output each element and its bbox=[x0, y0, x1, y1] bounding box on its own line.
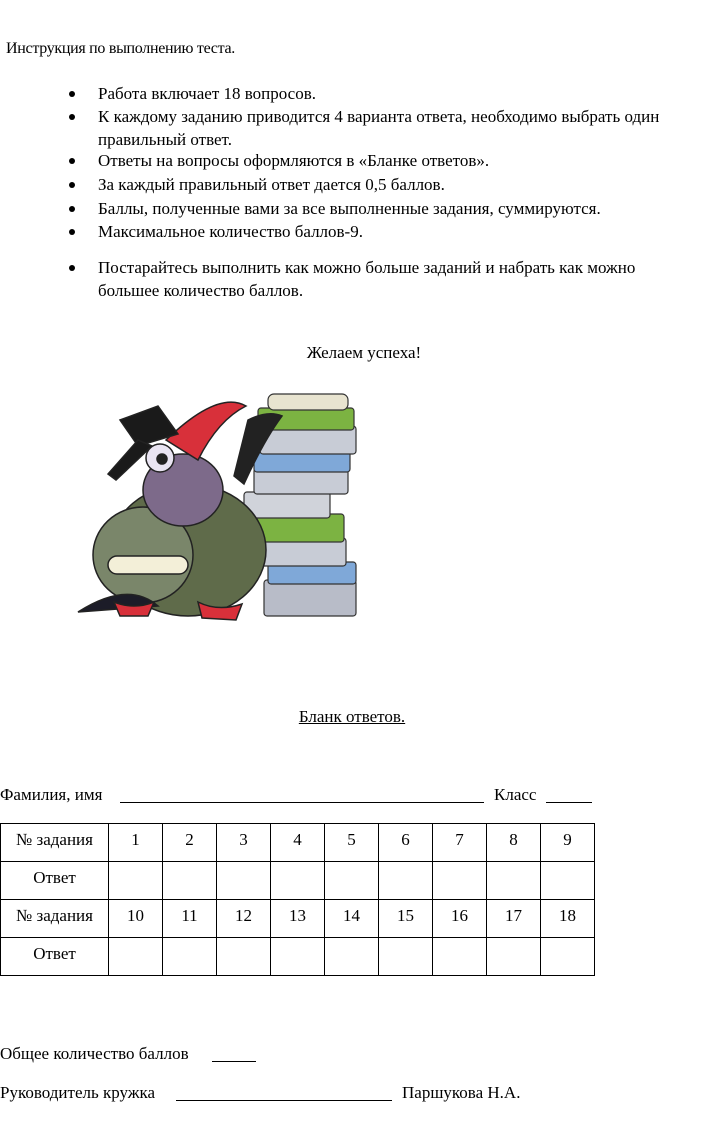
table-row bbox=[1, 862, 595, 900]
answer-cell[interactable] bbox=[217, 862, 271, 900]
list-item: За каждый правильный ответ дается 0,5 баллов. bbox=[98, 173, 698, 196]
task-number-cell: 3 bbox=[217, 824, 271, 862]
owl bbox=[78, 402, 282, 620]
wish-text: Желаем успеха! bbox=[306, 343, 422, 362]
task-number-cell: 2 bbox=[163, 824, 217, 862]
task-number-header: № задания bbox=[1, 824, 109, 862]
class-label: Класс bbox=[494, 785, 537, 804]
total-score-row bbox=[0, 1044, 704, 1068]
answer-cell[interactable] bbox=[541, 938, 595, 976]
table-row bbox=[1, 938, 595, 976]
instruction-title: Инструкция по выполнению теста. bbox=[6, 40, 235, 57]
bullet-icon bbox=[69, 91, 75, 97]
task-number-cell: 6 bbox=[379, 824, 433, 862]
list-item: Максимальное количество баллов-9. bbox=[98, 220, 698, 243]
task-number-cell: 4 bbox=[271, 824, 325, 862]
task-number-cell: 8 bbox=[487, 824, 541, 862]
answer-header: Ответ bbox=[1, 938, 109, 976]
answer-cell[interactable] bbox=[487, 938, 541, 976]
bullet-icon bbox=[69, 206, 75, 212]
answer-cell[interactable] bbox=[379, 862, 433, 900]
answer-cell[interactable] bbox=[487, 862, 541, 900]
answer-header: Ответ bbox=[1, 862, 109, 900]
list-item: Ответы на вопросы оформляются в «Бланке ответов». bbox=[98, 149, 698, 172]
task-number-cell: 5 bbox=[325, 824, 379, 862]
answers-table bbox=[0, 823, 595, 976]
answer-cell[interactable] bbox=[325, 862, 379, 900]
task-number-cell: 11 bbox=[163, 900, 217, 938]
list-item: Работа включает 18 вопросов. bbox=[98, 82, 698, 105]
answer-cell[interactable] bbox=[433, 938, 487, 976]
answer-cell[interactable] bbox=[163, 862, 217, 900]
bullet-icon bbox=[69, 265, 75, 271]
answer-sheet-title: Бланк ответов. bbox=[298, 707, 406, 726]
name-field[interactable] bbox=[120, 802, 484, 803]
task-number-cell: 17 bbox=[487, 900, 541, 938]
task-number-cell: 9 bbox=[541, 824, 595, 862]
task-number-cell: 1 bbox=[109, 824, 163, 862]
task-number-cell: 7 bbox=[433, 824, 487, 862]
owl-with-books-illustration bbox=[68, 380, 368, 632]
task-number-cell: 16 bbox=[433, 900, 487, 938]
task-number-cell: 15 bbox=[379, 900, 433, 938]
leader-label: Руководитель кружка bbox=[0, 1083, 156, 1102]
task-number-cell: 12 bbox=[217, 900, 271, 938]
answer-cell[interactable] bbox=[433, 862, 487, 900]
list-item: К каждому заданию приводится 4 варианта ответа, необходимо выбрать один правильный ответ. bbox=[98, 105, 698, 151]
class-field[interactable] bbox=[546, 802, 592, 803]
name-class-row bbox=[0, 785, 704, 809]
list-item: Постарайтесь выполнить как можно больше заданий и набрать как можно большее количество баллов. bbox=[98, 256, 698, 302]
total-score-label: Общее количество баллов bbox=[0, 1044, 189, 1063]
answer-cell[interactable] bbox=[271, 862, 325, 900]
answer-cell[interactable] bbox=[325, 938, 379, 976]
answer-cell[interactable] bbox=[217, 938, 271, 976]
bullet-icon bbox=[69, 158, 75, 164]
answer-cell[interactable] bbox=[109, 862, 163, 900]
leader-signature-field[interactable] bbox=[176, 1100, 392, 1101]
answer-cell[interactable] bbox=[541, 862, 595, 900]
task-number-cell: 14 bbox=[325, 900, 379, 938]
answer-cell[interactable] bbox=[109, 938, 163, 976]
leader-name: Паршукова Н.А. bbox=[402, 1083, 521, 1102]
list-item: Баллы, полученные вами за все выполненные задания, суммируются. bbox=[98, 197, 698, 220]
bullet-icon bbox=[69, 229, 75, 235]
table-row bbox=[1, 824, 595, 862]
table-row bbox=[1, 900, 595, 938]
task-number-header: № задания bbox=[1, 900, 109, 938]
answer-cell[interactable] bbox=[163, 938, 217, 976]
task-number-cell: 18 bbox=[541, 900, 595, 938]
bullet-icon bbox=[69, 114, 75, 120]
answer-cell[interactable] bbox=[379, 938, 433, 976]
name-label: Фамилия, имя bbox=[0, 785, 103, 804]
answer-cell[interactable] bbox=[271, 938, 325, 976]
total-score-field[interactable] bbox=[212, 1061, 256, 1062]
leader-row bbox=[0, 1083, 704, 1107]
bullet-icon bbox=[69, 182, 75, 188]
task-number-cell: 10 bbox=[109, 900, 163, 938]
task-number-cell: 13 bbox=[271, 900, 325, 938]
